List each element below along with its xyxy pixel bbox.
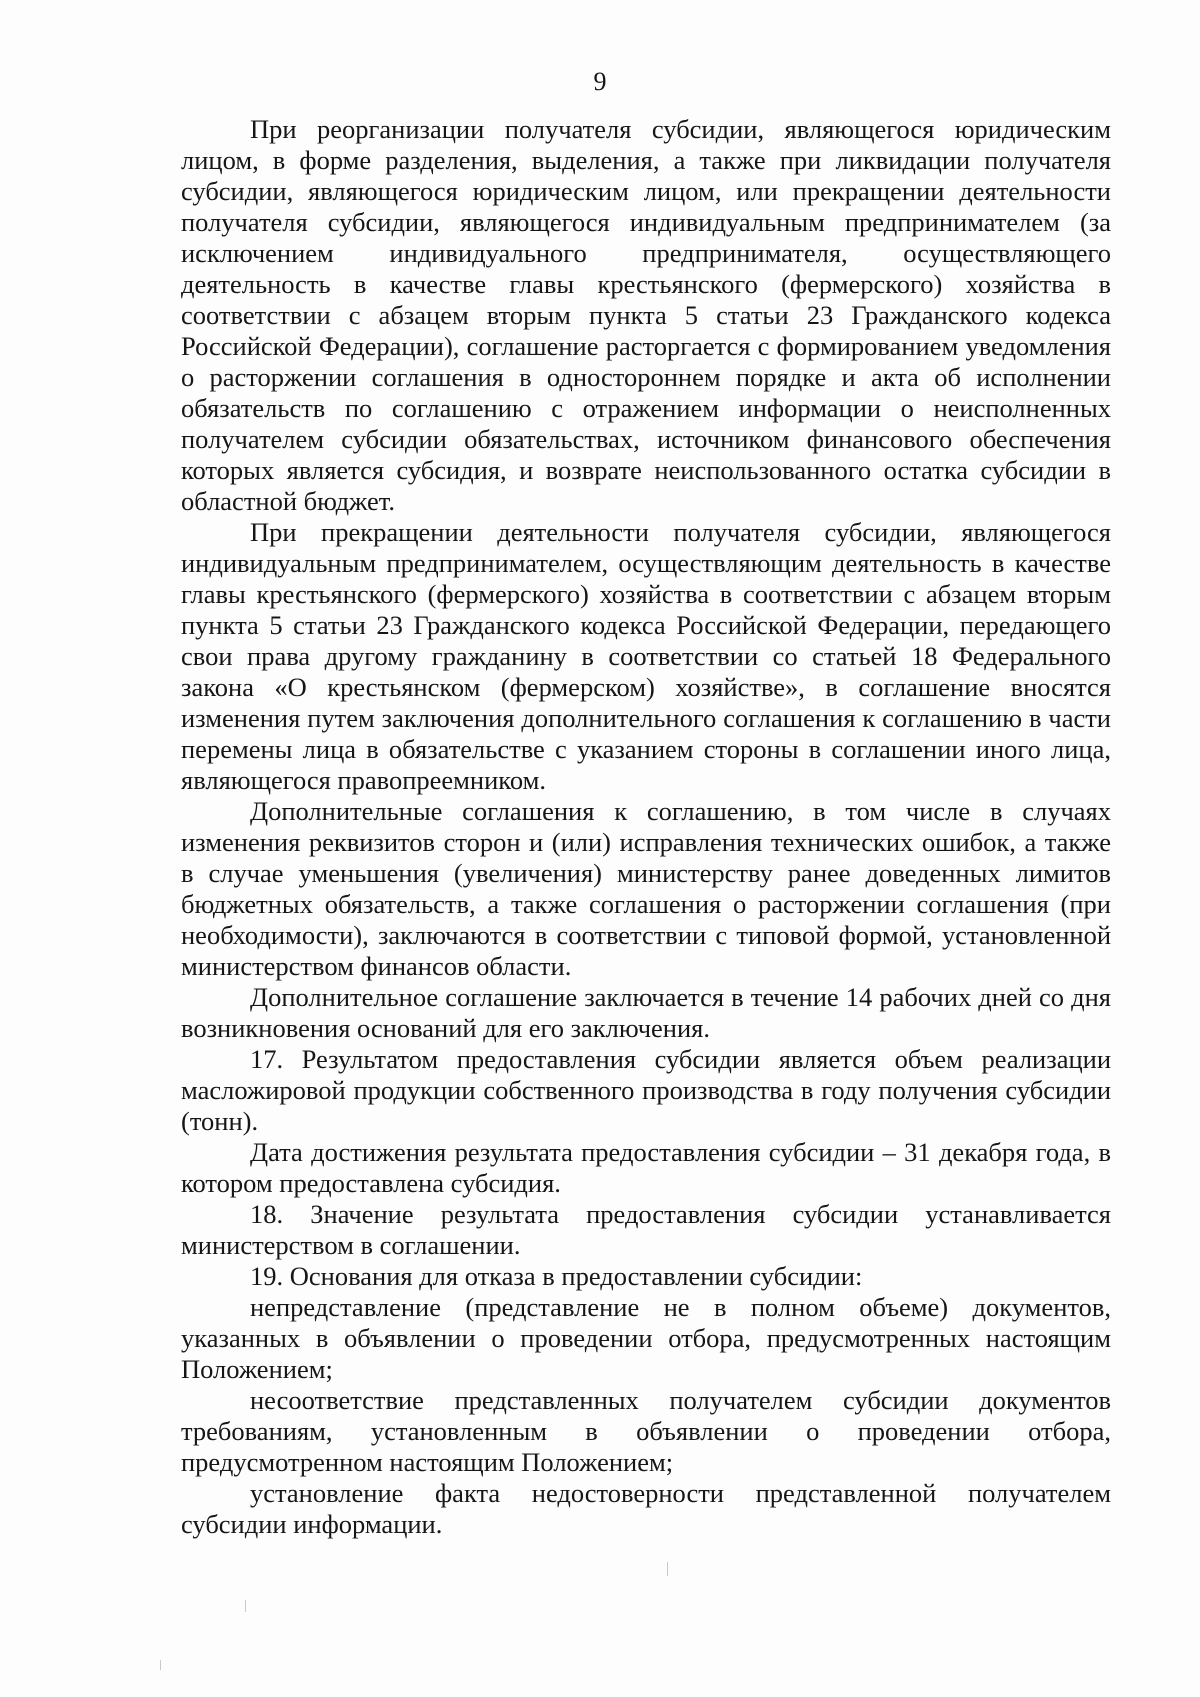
scan-artifact: [245, 1600, 246, 1612]
paragraph-19-refusal-grounds: 19. Основания для отказа в предоставлении субсидии:: [250, 1261, 863, 1291]
scan-artifact: [667, 1562, 668, 1576]
document-body: [181, 114, 1111, 1540]
paragraph-result-date: Дата достижения результата предоставления субсидии – 31 декабря года, в котором предоставлена субсидия.: [181, 1137, 1111, 1198]
paragraph-refusal-false-info: установление факта недостоверности представленной получателем субсидии информации.: [181, 1478, 1111, 1539]
paragraph-18-result-value: 18. Значение результата предоставления субсидии устанавливается министерством в соглашении.: [181, 1199, 1111, 1260]
page-number: 9: [593, 67, 607, 96]
paragraph-termination-farmer: При прекращении деятельности получателя субсидии, являющегося индивидуальным предпринимателем, осуществляющим деятельность в качестве главы крестьянского (фермерского) хозяйства в соответствии с абзацем вторым пункта 5 статьи 23 Гражданского кодекса Российской Федерации, передающего свои права другому гражданину в соответствии со статьей 18 Федерального закона «О крестьянском (фермерском) хозяйстве», в соглашение вносятся изменения путем заключения дополнительного соглашения к соглашению в части перемены лица в обязательстве с указанием стороны в соглашении иного лица, являющегося правопреемником.: [181, 517, 1111, 795]
paragraph-reorganization: При реорганизации получателя субсидии, являющегося юридическим лицом, в форме разделения, выделения, а также при ликвидации получателя субсидии, являющегося юридическим лицом, или прекращении деятельности получателя субсидии, являющегося индивидуальным предпринимателем (за исключением индивидуального предпринимателя, осуществляющего деятельность в качестве главы крестьянского (фермерского) хозяйства в соответствии с абзацем вторым пункта 5 статьи 23 Гражданского кодекса Российской Федерации), соглашение расторгается с формированием уведомления о расторжении соглашения в одностороннем порядке и акта об исполнении обязательств по соглашению с отражением информации о неисполненных получателем субсидии обязательствах, источником финансового обеспечения которых является субсидия, и возврате неиспользованного остатка субсидии в областной бюджет.: [181, 114, 1111, 516]
scan-artifact: [160, 1660, 161, 1670]
paragraph-refusal-nonsubmission: непредставление (представление не в полном объеме) документов, указанных в объявлении о проведении отбора, предусмотренных настоящим Положением;: [181, 1292, 1111, 1384]
paragraph-17-result: 17. Результатом предоставления субсидии является объем реализации масложировой продукции собственного производства в году получения субсидии (тонн).: [181, 1044, 1111, 1136]
paragraph-additional-agreement-term: Дополнительное соглашение заключается в течение 14 рабочих дней со дня возникновения оснований для его заключения.: [181, 982, 1111, 1043]
paragraph-refusal-noncompliance: несоответствие представленных получателем субсидии документов требованиям, установленным в объявлении о проведении отбора, предусмотренном настоящим Положением;: [181, 1385, 1111, 1477]
paragraph-additional-agreements: Дополнительные соглашения к соглашению, в том числе в случаях изменения реквизитов сторон и (или) исправления технических ошибок, а также в случае уменьшения (увеличения) министерству ранее доведенных лимитов бюджетных обязательств, а также соглашения о расторжении соглашения (при необходимости), заключаются в соответствии с типовой формой, установленной министерством финансов области.: [181, 796, 1111, 981]
